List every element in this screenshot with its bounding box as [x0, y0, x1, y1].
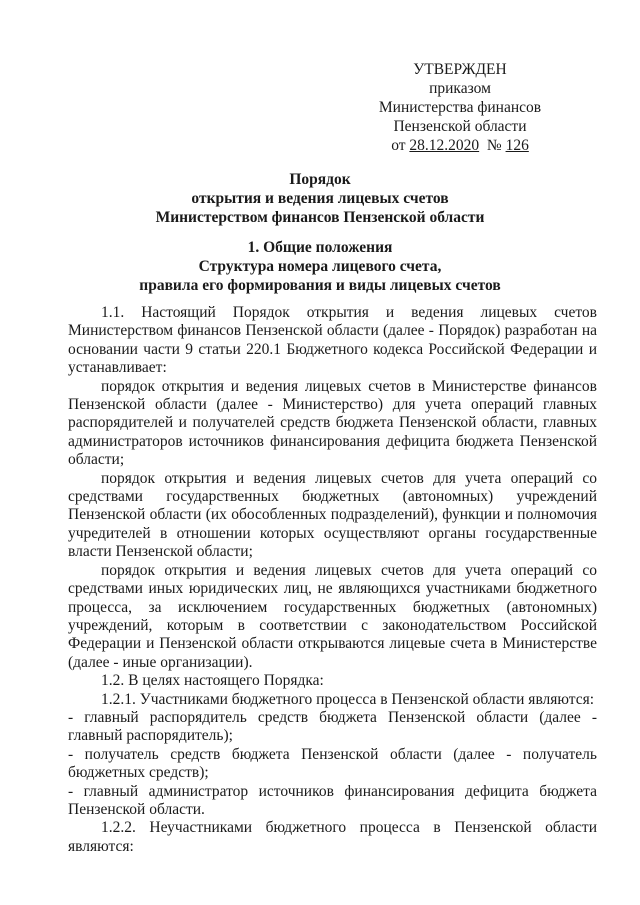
title-line-2: открытия и ведения лицевых счетов: [191, 190, 449, 207]
document-title: [0, 170, 640, 227]
paragraph: 1.2.2. Неучастниками бюджетного процесса в Пензенской области являются:: [68, 819, 597, 855]
section-heading: [0, 238, 640, 295]
paragraph: порядок открытия и ведения лицевых счетов в Министерстве финансов Пензенской области (далее - Министерство) для учета операций главных распорядителей и получателей средств бюджета Пензенской области, главных администраторов источников финансирования дефицита бюджета Пензенской области;: [68, 377, 597, 469]
approval-title: УТВЕРЖДЕН: [413, 61, 507, 78]
paragraph: 1.1. Настоящий Порядок открытия и ведения лицевых счетов Министерством финансов Пензенской области (далее - Порядок) разработан на основании части 9 статьи 220.1 Бюджетного кодекса Российской Федерации и устанавливает:: [68, 304, 597, 377]
approval-date-line: [360, 136, 560, 155]
paragraph: порядок открытия и ведения лицевых счетов для учета операций со средствами государственных бюджетных (автономных) учреждений Пензенской области (их обособленных подразделений), функции и полномочия учредителей в отношении которых осуществляют органы государственные власти Пензенской области;: [68, 469, 597, 561]
list-item: - главный администратор источников финансирования дефицита бюджета Пензенской области.: [68, 782, 597, 818]
list-item: - главный распорядитель средств бюджета Пензенской области (далее - главный распорядитель);: [68, 708, 597, 745]
section-line-1: 1. Общие положения: [247, 239, 393, 256]
approval-ministry: Министерства финансов: [378, 99, 542, 116]
section-line-3: правила его формирования и виды лицевых счетов: [139, 277, 501, 294]
paragraph: порядок открытия и ведения лицевых счетов для учета операций со средствами иных юридических лиц, не являющихся участниками бюджетного процесса, за исключением государственных бюджетных (автономных) учреждений, которым в соответствии с законодательством Российской Федерации и Пензенской области открываются лицевые счета в Министерстве (далее - иные организации).: [68, 561, 597, 671]
section-line-2: Структура номера лицевого счета,: [198, 258, 442, 275]
approval-number: 126: [505, 137, 529, 154]
list-item: - получатель средств бюджета Пензенской области (далее - получатель бюджетных средств);: [68, 745, 597, 782]
approval-number-sign: №: [486, 137, 502, 154]
approval-order-label: приказом: [429, 80, 491, 97]
paragraph: 1.2. В целях настоящего Порядка:: [101, 672, 324, 690]
document-body: [68, 304, 597, 856]
approval-block: [360, 60, 560, 155]
approval-region: Пензенской области: [393, 118, 527, 135]
approval-date: 28.12.2020: [409, 137, 480, 154]
title-line-1: Порядок: [289, 171, 351, 188]
title-line-3: Министерством финансов Пензенской области: [155, 209, 485, 226]
approval-date-prefix: от: [391, 137, 410, 154]
paragraph: 1.2.1. Участниками бюджетного процесса в Пензенской области являются:: [101, 690, 595, 708]
